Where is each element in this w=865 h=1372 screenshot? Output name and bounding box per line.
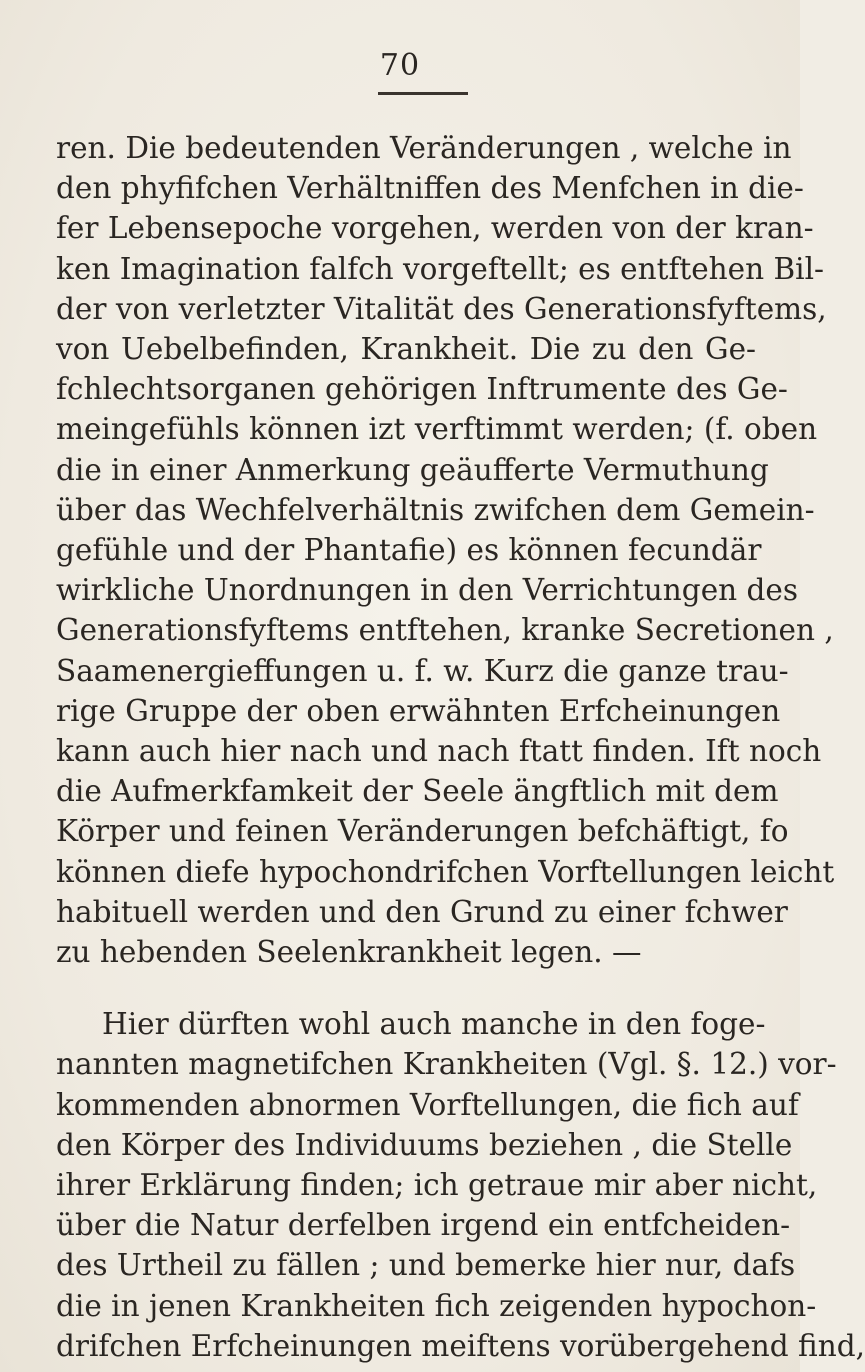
- text-line: über die Natur derfelben irgend ein entfcheiden-: [56, 1208, 791, 1243]
- text-line: kommenden abnormen Vorftellungen, die fich auf: [56, 1087, 799, 1122]
- text-line: rige Gruppe der oben erwähnten Erfcheinungen: [56, 693, 781, 728]
- text-line: können diefe hypochondrifchen Vorftellungen leicht: [56, 854, 835, 889]
- text-line: Körper und feinen Veränderungen befchäftigt, fo: [56, 814, 789, 849]
- text-line: drifchen Erfcheinungen meiftens vorübergehend find,: [56, 1328, 865, 1363]
- text-line: zu hebenden Seelenkrankheit legen. —: [56, 935, 642, 969]
- text-line: fer Lebensepoche vorgehen, werden von der kran-: [56, 211, 814, 246]
- text-line: Hier dürften wohl auch manche in den foge-: [102, 1007, 766, 1042]
- text-line: ihrer Erklärung finden; ich getraue mir aber nicht,: [56, 1168, 818, 1202]
- text-line: die in einer Anmerkung geäufferte Vermuthung: [56, 452, 769, 487]
- text-line: ken Imagination falfch vorgeftellt; es entftehen Bil-: [56, 251, 825, 286]
- text-line: von Uebelbefinden, Krankheit. Die zu den Ge-: [56, 332, 756, 366]
- text-line: die Aufmerkfamkeit der Seele ängftlich mit dem: [56, 774, 779, 809]
- text-line: kann auch hier nach und nach ftatt finden. Ift noch: [56, 734, 822, 768]
- text-line: die in jenen Krankheiten fich zeigenden hypochon-: [56, 1288, 817, 1323]
- text-line: der von verletzter Vitalität des Generationsfyftems,: [56, 291, 827, 326]
- text-line: den phyfifchen Verhältniffen des Menfchen in die-: [56, 171, 804, 206]
- text-line: wirkliche Unordnungen in den Verrichtungen des: [56, 573, 799, 608]
- text-line: über das Wechfelverhältnis zwifchen dem Gemein-: [56, 492, 815, 527]
- text-line: ren. Die bedeutenden Veränderungen , welche in: [56, 131, 792, 165]
- header-rule: [378, 92, 468, 95]
- text-line: Generationsfyftems entftehen, kranke Secretionen ,: [56, 613, 834, 648]
- text-line: habituell werden und den Grund zu einer fchwer: [56, 894, 788, 929]
- text-line: nannten magnetifchen Krankheiten (Vgl. §. 12.) vor-: [56, 1047, 837, 1082]
- text-line: des Urtheil zu fällen ; und bemerke hier nur, dafs: [56, 1248, 796, 1283]
- text-line: gefühle und der Phantafie) es können fecundär: [56, 533, 762, 567]
- text-line: den Körper des Individuums beziehen , die Stelle: [56, 1127, 793, 1162]
- text-line: fchlechtsorganen gehörigen Inftrumente des Ge-: [56, 372, 788, 407]
- page-number: 70: [379, 48, 421, 83]
- text-line: meingefühls können izt verftimmt werden; (f. oben: [56, 412, 818, 447]
- text-line: Saamenergieffungen u. f. w. Kurz die ganze trau-: [56, 653, 789, 688]
